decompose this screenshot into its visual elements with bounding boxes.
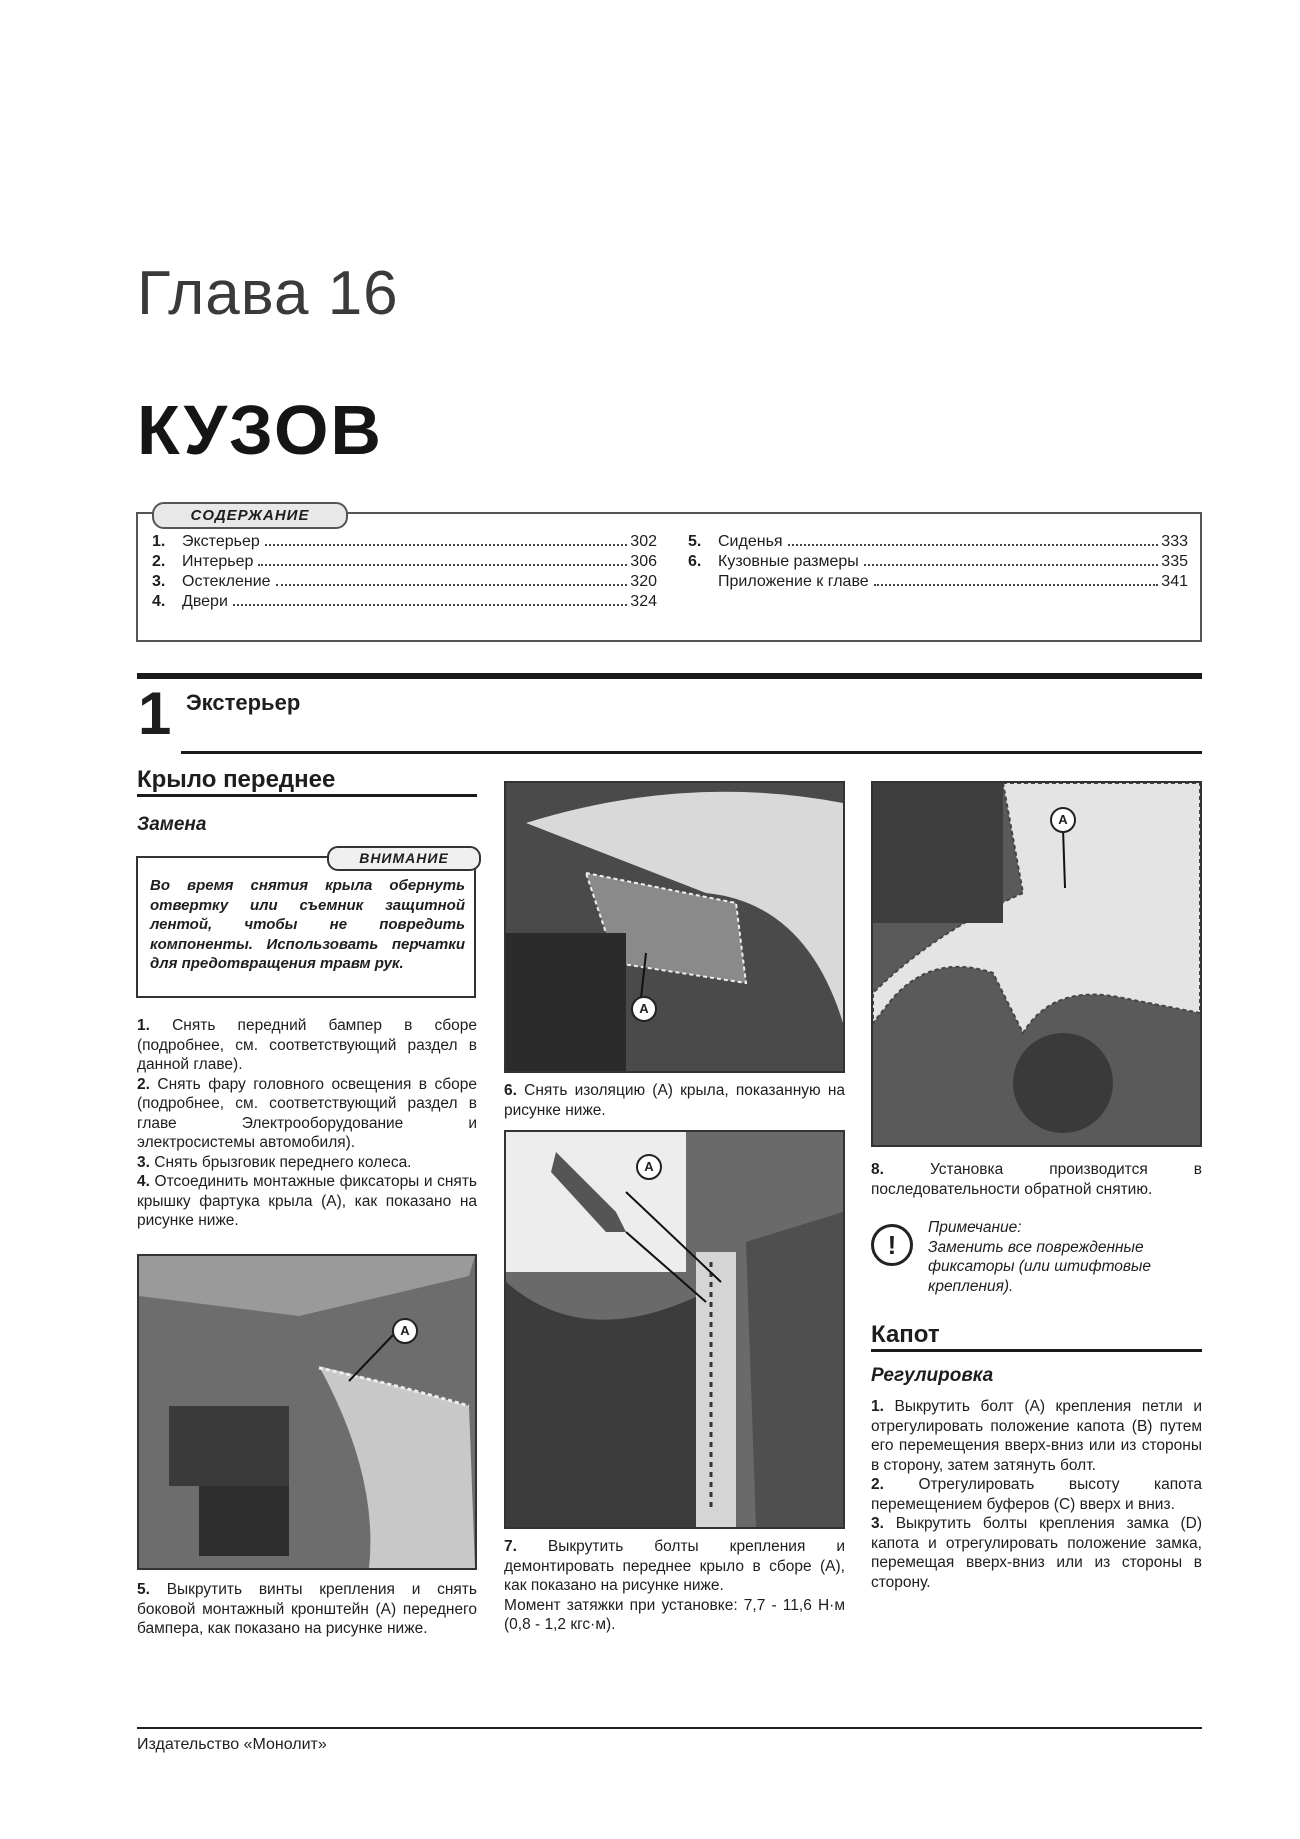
photo-fender-insulation [504, 781, 845, 1073]
step-item [137, 1016, 477, 1075]
photo-fender-installed-illustration [873, 783, 1200, 1145]
step-number: 2. [871, 1476, 884, 1493]
toc-entry-num: 5. [688, 533, 702, 550]
callout-a: A [636, 1154, 662, 1180]
toc-entry-label: Сиденья [718, 533, 783, 550]
hood-heading: Капот [871, 1321, 940, 1348]
photo-fender-apron [137, 1254, 477, 1570]
column-2-step6 [504, 1081, 845, 1120]
step-number: 3. [137, 1153, 150, 1171]
step-item [871, 1397, 1202, 1475]
torque-spec: Момент затяжки при установке: 7,7 - 11,6 Н·м (0,8 - 1,2 кгс·м). [504, 1596, 845, 1633]
photo-fender-installed [871, 781, 1202, 1147]
step-item [504, 1081, 845, 1120]
photo-fender-removal-illustration [506, 1132, 843, 1527]
chapter-title: КУЗОВ [137, 391, 383, 469]
toc-leader [874, 584, 1159, 586]
step-number: 3. [871, 1515, 884, 1532]
section-rule-bottom [181, 751, 1202, 754]
toc-entry-page: 341 [1161, 573, 1188, 590]
warning-text: Во время снятия крыла обернуть отвертку или съемник защитной лентой, чтобы не повредить компоненты. Использовать перчатки для предотвращения травм рук. [150, 877, 465, 972]
column-3-hood [871, 1321, 1202, 1592]
toc-entry-num: 6. [688, 553, 702, 570]
toc-entry-page: 306 [630, 553, 657, 570]
step-text: Установка производится в последовательности обратной снятию. [871, 1161, 1202, 1198]
toc-entry-label: Приложение к главе [718, 573, 869, 590]
step-text: Отсоединить монтажные фиксаторы и снять крышку фартука крыла (A), как показано на рисунке ниже. [137, 1173, 478, 1229]
toc-entry[interactable] [688, 532, 1188, 552]
toc-entry-page: 333 [1161, 533, 1188, 550]
fender-heading: Крыло переднее [137, 766, 336, 793]
step-text: Снять брызговик переднего колеса. [154, 1153, 412, 1171]
photo-fender-removal [504, 1130, 845, 1529]
step-number: 6. [504, 1082, 517, 1099]
chapter-label: Глава 16 [137, 259, 399, 328]
fender-heading-rule [137, 794, 477, 797]
toc-heading: СОДЕРЖАНИЕ [152, 502, 348, 529]
step-text: Выкрутить винты крепления и снять боковой монтажный кронштейн (A) переднего бампера, как показано на рисунке ниже. [137, 1581, 477, 1637]
step-text: Выкрутить болт (A) крепления петли и отрегулировать положение капота (B) путем его перемещения вверх-вниз или из стороны в сторону, затем затянуть болт. [871, 1398, 1202, 1474]
step-number: 4. [137, 1173, 150, 1190]
callout-a: A [631, 996, 657, 1022]
section-rule-top [137, 673, 1202, 679]
toc-leader [258, 564, 627, 566]
step-item [137, 1172, 477, 1231]
publisher: Издательство «Монолит» [137, 1736, 327, 1753]
toc-entry-num: 1. [152, 533, 166, 550]
section-title: Экстерьер [186, 690, 301, 715]
exclamation-icon: ! [871, 1224, 913, 1266]
toc-entry[interactable] [688, 572, 1188, 592]
toc-entry-label: Двери [182, 593, 228, 610]
step-item [137, 1075, 477, 1153]
toc-entry[interactable] [688, 552, 1188, 572]
toc-entry-page: 320 [630, 573, 657, 590]
toc-entry-label: Интерьер [182, 553, 254, 570]
step-item [137, 1580, 477, 1639]
toc-entry-label: Экстерьер [182, 533, 260, 550]
toc-entry-num: 3. [152, 573, 166, 590]
toc-entry-num: 2. [152, 553, 166, 570]
step-text: Выкрутить болты крепления и демонтировать переднее крыло в сборе (A), как показано на рисунке ниже. [504, 1538, 845, 1594]
callout-a: A [1050, 807, 1076, 833]
note-title: Примечание: [928, 1219, 1022, 1236]
toc-entry-page: 335 [1161, 553, 1188, 570]
footer-rule [137, 1727, 1202, 1729]
column-1-steps [137, 1016, 477, 1231]
column-1 [137, 766, 477, 835]
callout-a: A [392, 1318, 418, 1344]
step-text: Отрегулировать высоту капота перемещением буферов (C) вверх и вниз. [871, 1476, 1202, 1513]
column-2-step7 [504, 1537, 845, 1635]
photo-fender-apron-illustration [139, 1256, 475, 1568]
photo-fender-insulation-illustration [506, 783, 843, 1071]
warning-label: ВНИМАНИЕ [327, 846, 481, 871]
toc-entry[interactable] [152, 532, 657, 552]
section-number: 1 [138, 680, 172, 747]
step-text: Снять передний бампер в сборе (подробнее, см. соответствующий раздел в данной главе). [137, 1017, 477, 1073]
adjustment-subheading: Регулировка [871, 1364, 994, 1386]
toc-entry[interactable] [152, 552, 657, 572]
toc-right-column [688, 532, 1188, 592]
toc-leader [233, 604, 627, 606]
toc-entry-page: 302 [630, 533, 657, 550]
toc-leader [864, 564, 1158, 566]
step-item [871, 1514, 1202, 1592]
step-item [504, 1537, 845, 1596]
toc-leader [265, 544, 628, 546]
toc-left-column [152, 532, 657, 612]
toc-leader [788, 544, 1159, 546]
replacement-subheading: Замена [137, 813, 207, 835]
step-item [871, 1475, 1202, 1514]
hood-heading-rule [871, 1349, 1202, 1352]
toc-leader [276, 584, 628, 586]
step-number: 7. [504, 1538, 517, 1555]
column-1-step5 [137, 1580, 477, 1639]
toc-entry-label: Остекление [182, 573, 271, 590]
step-text: Снять изоляцию (A) крыла, показанную на рисунке ниже. [504, 1082, 845, 1119]
toc-entry[interactable] [152, 572, 657, 592]
step-number: 8. [871, 1161, 884, 1178]
step-number: 2. [137, 1075, 150, 1093]
note [928, 1218, 1202, 1296]
column-3-step8 [871, 1160, 1202, 1199]
step-item [871, 1160, 1202, 1199]
step-text: Снять фару головного освещения в сборе (подробнее, см. соответствующий раздел в главе Электрооборудование и электросистемы автомобиля). [137, 1075, 477, 1151]
toc-entry-label: Кузовные размеры [718, 553, 859, 570]
step-number: 1. [871, 1398, 884, 1415]
step-number: 5. [137, 1581, 150, 1598]
note-text: Заменить все поврежденные фиксаторы (или штифтовые крепления). [928, 1238, 1152, 1295]
toc-entry-page: 324 [630, 593, 657, 610]
step-number: 1. [137, 1017, 150, 1034]
toc-entry-num: 4. [152, 593, 166, 610]
step-text: Выкрутить болты крепления замка (D) капота и отрегулировать положение замка, перемещая вверх-вниз или из стороны в сторону. [871, 1515, 1202, 1591]
step-item [137, 1153, 477, 1173]
toc-entry[interactable] [152, 592, 657, 612]
